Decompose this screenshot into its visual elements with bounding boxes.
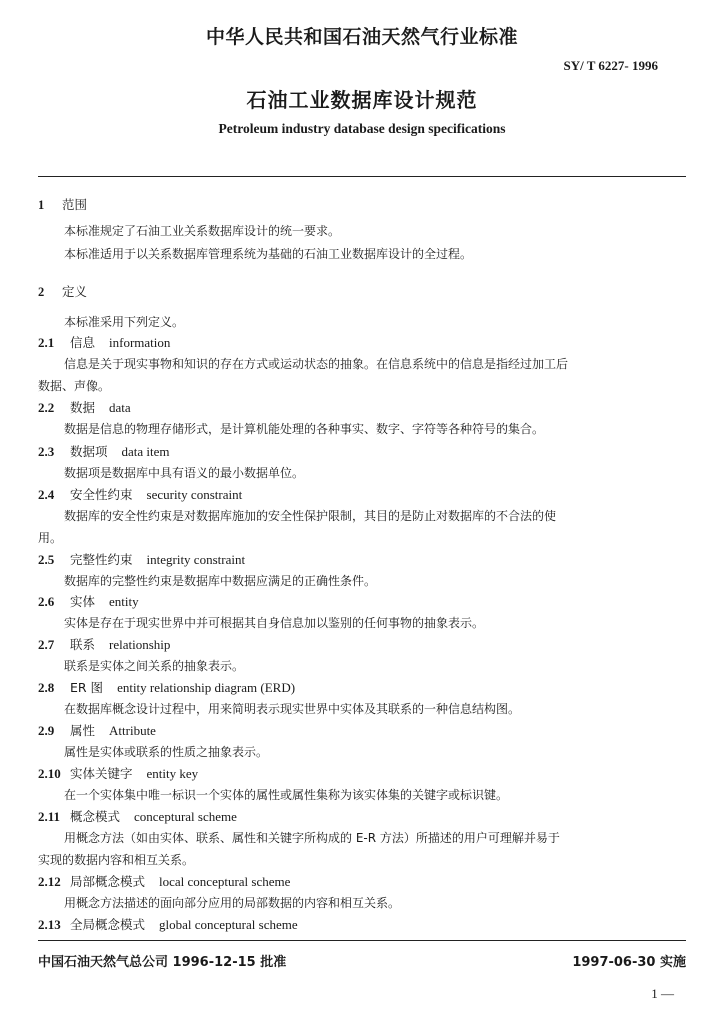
- term-heading: [38, 397, 131, 416]
- term-definition: 数据、声像。: [38, 379, 111, 393]
- term-heading: [38, 332, 170, 351]
- section-heading-scope: [38, 195, 87, 213]
- term-definition: 在一个实体集中唯一标识一个实体的属性或属性集称为该实体集的关键字或标识键。: [64, 788, 509, 802]
- term-definition: 数据库的完整性约束是数据库中数据应满足的正确性条件。: [64, 574, 377, 588]
- term-english: entity key: [146, 766, 199, 781]
- term-english: Attribute: [109, 723, 156, 738]
- paragraph: 本标准规定了石油工业关系数据库设计的统一要求。: [64, 224, 341, 238]
- term-heading: [38, 549, 245, 568]
- standard-category-title: 中华人民共和国石油天然气行业标准: [205, 26, 518, 48]
- term-chinese: 完整性约束: [70, 552, 133, 567]
- term-chinese: 全局概念模式: [70, 917, 146, 932]
- term-number: 2.4: [38, 487, 55, 502]
- term-definition: 实现的数据内容和相互关系。: [38, 853, 195, 867]
- term-english: local conceptural scheme: [159, 874, 291, 889]
- term-number: 2.1: [38, 335, 55, 350]
- term-english: entity: [109, 594, 139, 609]
- term-number: 2.5: [38, 552, 55, 567]
- term-definition: 属性是实体或联系的性质之抽象表示。: [64, 745, 269, 759]
- term-heading: [38, 441, 170, 460]
- section-title: 范围: [62, 197, 88, 212]
- term-chinese: 数据: [70, 400, 96, 415]
- term-chinese: 属性: [70, 723, 96, 738]
- term-chinese: 局部概念模式: [70, 874, 146, 889]
- term-english: data item: [121, 444, 170, 459]
- approval-line: 中国石油天然气总公司 1996-12-15 批准: [38, 955, 287, 970]
- section-number: 1: [38, 198, 45, 212]
- term-definition: 信息是关于现实事物和知识的存在方式或运动状态的抽象。在信息系统中的信息是指经过加工后: [64, 357, 569, 371]
- term-number: 2.11: [38, 809, 61, 824]
- term-definition: 用。: [38, 531, 63, 545]
- term-number: 2.8: [38, 680, 55, 695]
- term-number: 2.6: [38, 594, 55, 609]
- term-chinese: 概念模式: [70, 809, 121, 824]
- standard-code: SY/ T 6227- 1996: [563, 58, 658, 73]
- term-chinese: 联系: [70, 637, 96, 652]
- term-number: 2.13: [38, 917, 61, 932]
- term-heading: [38, 634, 170, 653]
- term-heading: [38, 591, 139, 610]
- term-chinese: 实体: [70, 594, 96, 609]
- term-number: 2.12: [38, 874, 61, 889]
- term-definition: 数据项是数据库中具有语义的最小数据单位。: [64, 466, 305, 480]
- term-english: security constraint: [146, 487, 243, 502]
- term-definition: 联系是实体之间关系的抽象表示。: [64, 659, 245, 673]
- document-title-english: Petroleum industry database design specifications: [218, 121, 506, 136]
- term-number: 2.9: [38, 723, 55, 738]
- term-chinese: 安全性约束: [70, 487, 133, 502]
- paragraph: 本标准适用于以关系数据库管理系统为基础的石油工业数据库设计的全过程。: [64, 247, 473, 261]
- term-english: information: [109, 335, 171, 350]
- term-chinese: 信息: [70, 335, 96, 350]
- term-heading: [38, 806, 237, 825]
- term-definition: 在数据库概念设计过程中，用来简明表示现实世界中实体及其联系的一种信息结构图。: [64, 702, 521, 716]
- term-definition: 用概念方法（如由实体、联系、属性和关键字所构成的 E-R 方法）所描述的用户可理解并易于: [64, 831, 560, 845]
- header-divider: [38, 176, 686, 177]
- term-english: global conceptural scheme: [159, 917, 298, 932]
- term-heading: [38, 720, 156, 739]
- document-title: 石油工业数据库设计规范: [246, 88, 478, 112]
- term-chinese: ER 图: [70, 680, 104, 695]
- section-title: 定义: [62, 284, 88, 299]
- footer-divider: [38, 940, 686, 941]
- term-definition: 实体是存在于现实世界中并可根据其自身信息加以鉴别的任何事物的抽象表示。: [64, 616, 485, 630]
- term-heading: [38, 763, 198, 782]
- implementation-date: 1997-06-30 实施: [572, 955, 686, 970]
- paragraph: 本标准采用下列定义。: [64, 315, 185, 329]
- section-heading-definitions: [38, 282, 87, 300]
- term-definition: 用概念方法描述的面向部分应用的局部数据的内容和相互关系。: [64, 896, 401, 910]
- term-english: integrity constraint: [146, 552, 246, 567]
- term-heading: [38, 914, 298, 933]
- term-english: entity relationship diagram (ERD): [117, 680, 296, 695]
- term-chinese: 实体关键字: [70, 766, 133, 781]
- term-english: conceptural scheme: [134, 809, 237, 824]
- page-number: 1 —: [651, 986, 674, 1001]
- section-number: 2: [38, 285, 45, 299]
- term-definition: 数据库的安全性约束是对数据库施加的安全性保护限制，其目的是防止对数据库的不合法的使: [64, 509, 557, 523]
- term-chinese: 数据项: [70, 444, 108, 459]
- term-heading: [38, 677, 295, 696]
- term-english: data: [109, 400, 131, 415]
- term-definition: 数据是信息的物理存储形式，是计算机能处理的各种事实、数字、字符等各种符号的集合。: [64, 422, 545, 436]
- term-number: 2.7: [38, 637, 55, 652]
- term-english: relationship: [109, 637, 171, 652]
- term-heading: [38, 871, 290, 890]
- term-number: 2.3: [38, 444, 55, 459]
- term-number: 2.2: [38, 400, 55, 415]
- term-heading: [38, 484, 242, 503]
- term-number: 2.10: [38, 766, 61, 781]
